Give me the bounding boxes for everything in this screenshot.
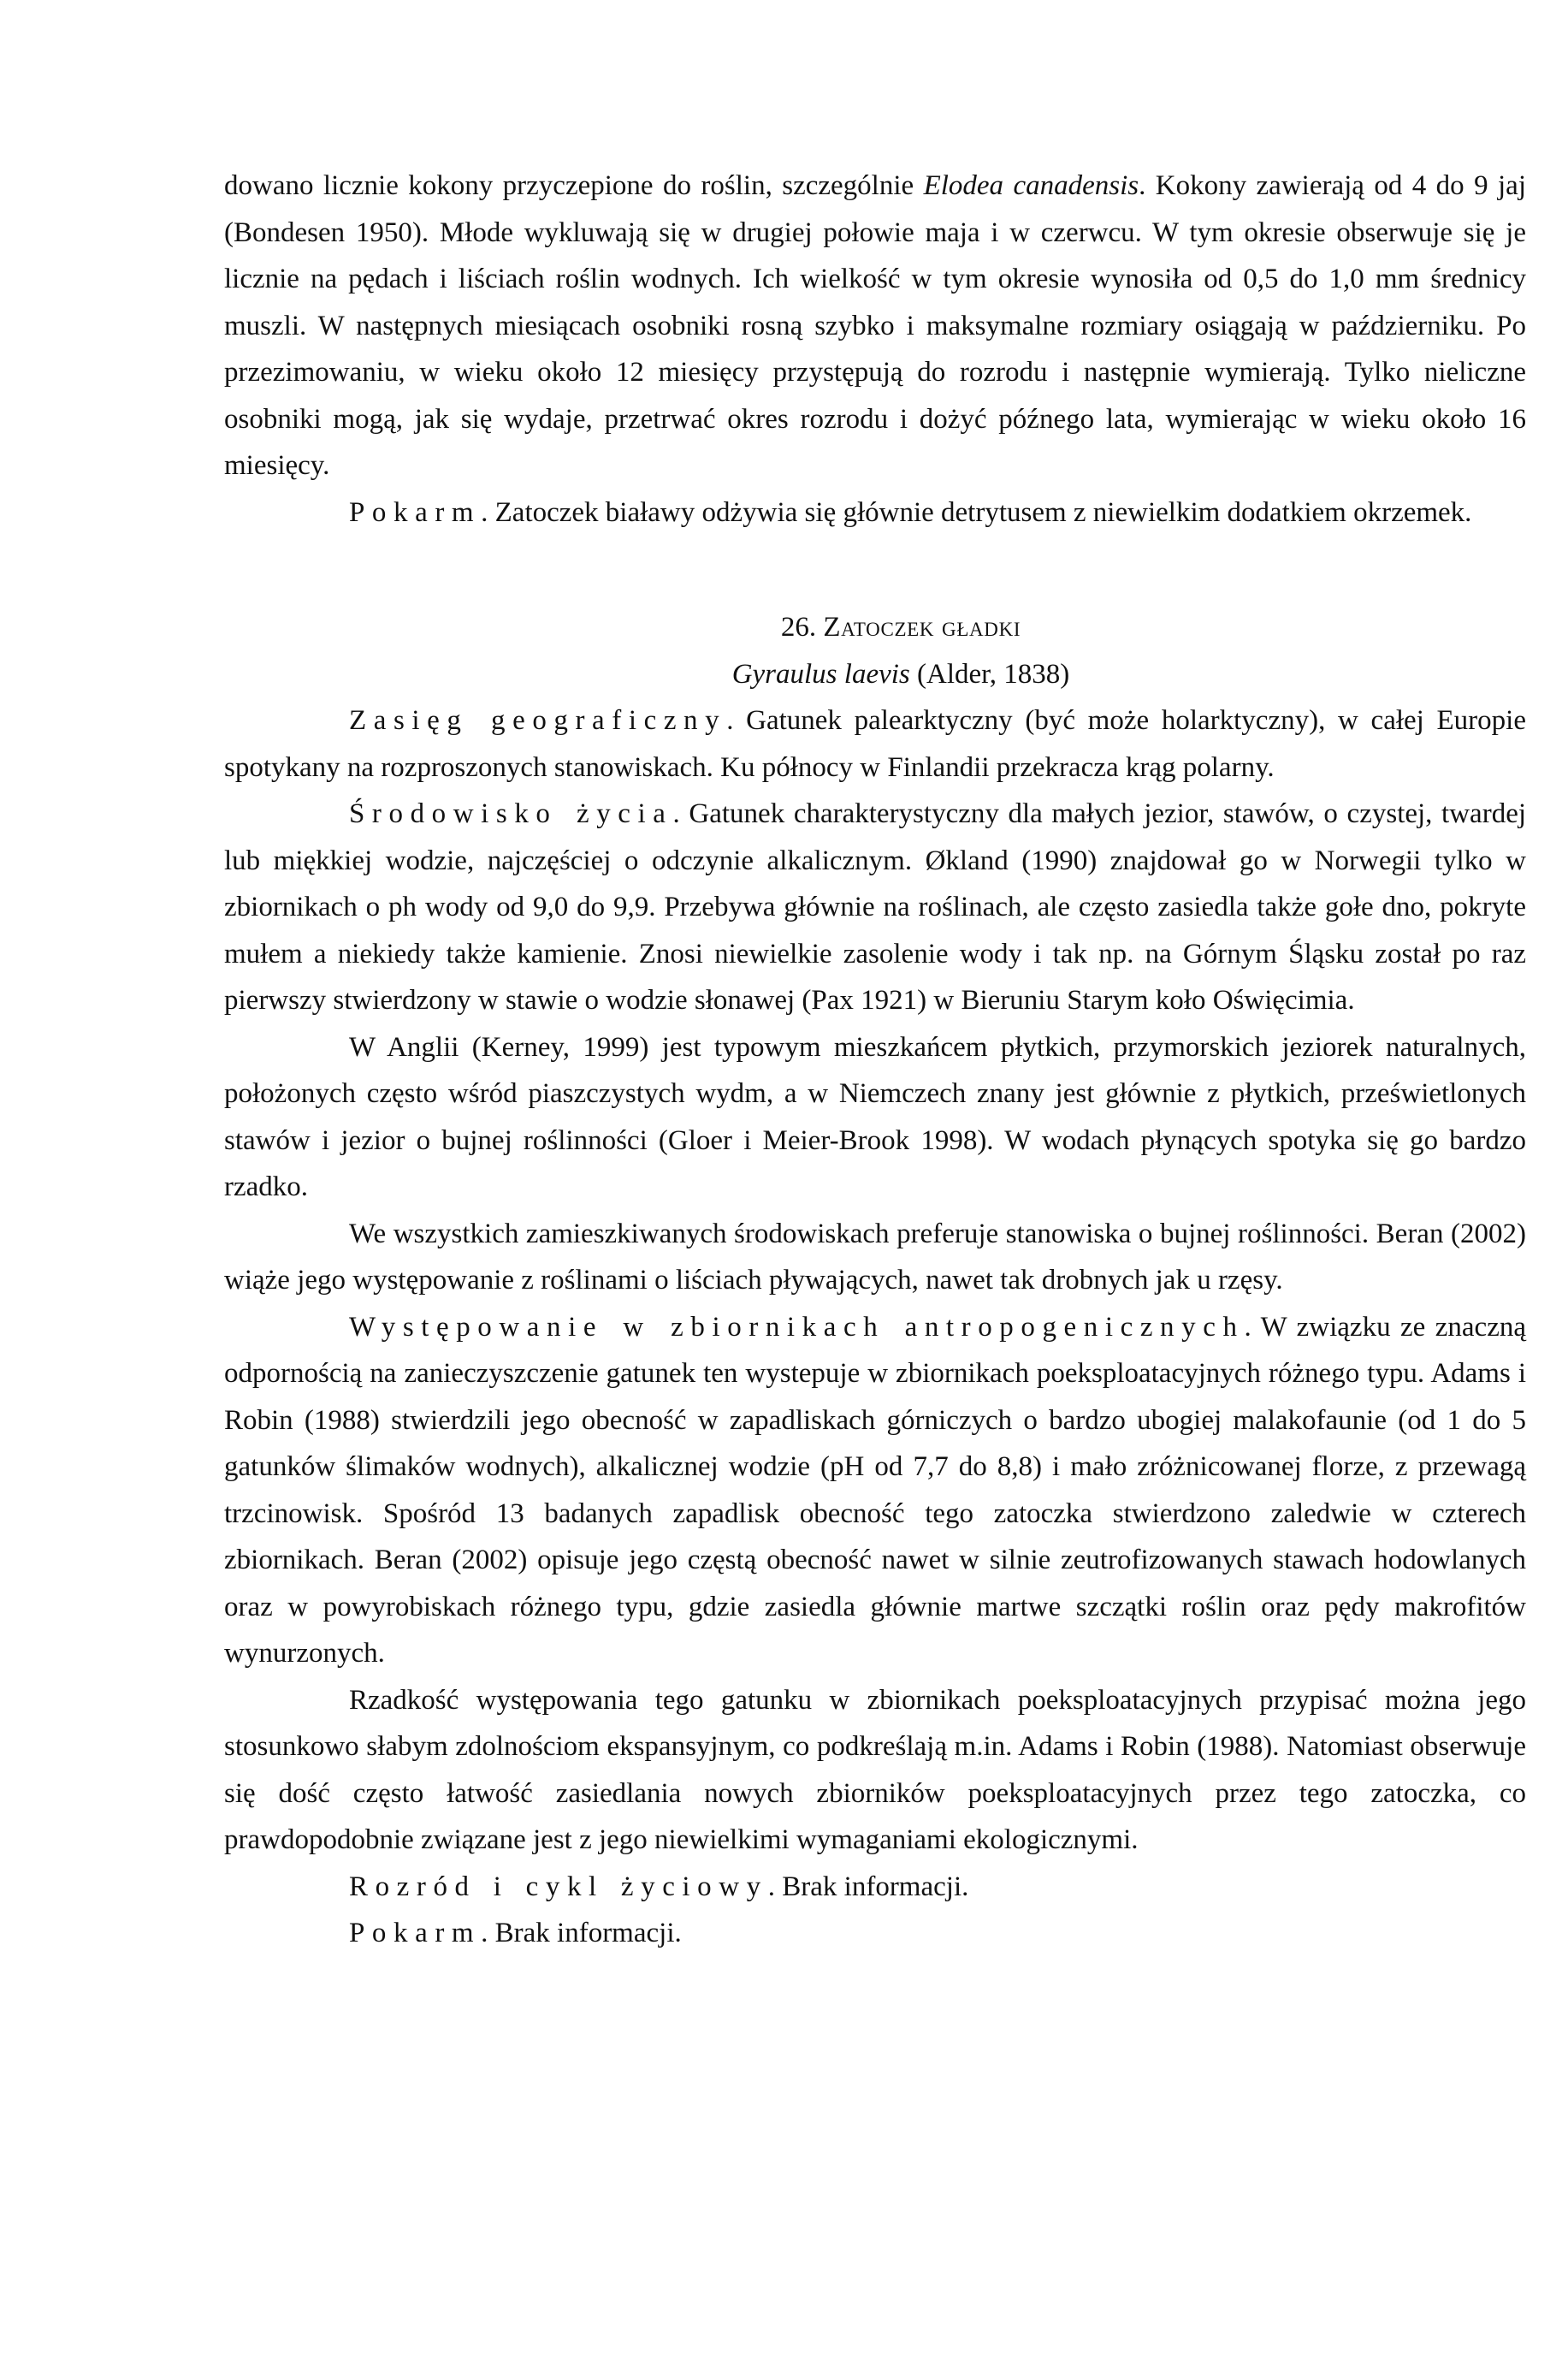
section-label-reproduction: Rozród i cykl życiowy bbox=[349, 1871, 768, 1902]
paragraph-text: . Brak informacji. bbox=[767, 1871, 969, 1902]
section-label-range: Zasięg geograficzny bbox=[349, 705, 727, 736]
species-author: (Alder, 1838) bbox=[909, 658, 1070, 690]
paragraph-text: dowano licznie kokony przyczepione do roślin, szczególnie bbox=[224, 170, 924, 201]
paragraph-text: . Brak informacji. bbox=[481, 1918, 682, 1948]
species-latin-line bbox=[224, 651, 1526, 698]
section-label-anthropogenic: Występowanie w zbiornikach antropogenicznych bbox=[349, 1311, 1245, 1343]
species-latin-name: Gyraulus laevis bbox=[731, 658, 910, 690]
paragraph-anthropogenic-rarity: Rzadkość występowania tego gatunku w zbiornikach poeksploatacyjnych przypisać można jego stosunkowo słabym zdolnościom ekspansyjnym, co podkreślają m.in. Adams i Robin (1988). Natomiast obserwuje się dość często łatwość zasiedlania nowych zbiorników poeksploatacyjnych przez tego zatoczka, co prawdopodobnie związane jest z jego niewielkimi wymaganiami ekologicznymi. bbox=[224, 1684, 1526, 1855]
paragraph-habitat-preference: We wszystkich zamieszkiwanych środowiskach preferuje stanowiska o bujnej roślinności. Beran (2002) wiąże jego występowanie z roślinami o liściach pływających, nawet tak drobnych jak u rzęsy. bbox=[224, 1218, 1526, 1296]
paragraph-text: . Gatunek palearktyczny (być może holarktyczny), w całej Europie spotykany na rozproszonych stanowiskach. Ku północy w Finlandii przekracza krąg polarny. bbox=[224, 705, 1526, 783]
paragraph-previous-life-cycle bbox=[224, 163, 1526, 489]
species-heading bbox=[224, 604, 1526, 651]
paragraph-text: . W związku ze znaczną odpornością na zanieczyszczenie gatunek ten wystepuje w zbiornikach poeksploatacyjnych różnego typu. Adams i Robin (1988) stwierdzili jego obecność w zapadliskach górniczych o bardzo ubogiej malakofaunie (od 1 do 5 gatunków ślimaków wodnych), alkalicznej wodzie (pH od 7,7 do 8,8) i mało zróżnicowanej florze, z przewagą trzcinowisk. Spośród 13 badanych zapadlisk obecność tego zatoczka stwierdzono zaledwie w czterech zbiornikach. Beran (2002) opisuje jego częstą obecność nawet w silnie zeutrofizowanych stawach hodowlanych oraz w powyrobiskach różnego typu, gdzie zasiedla głównie martwe szczątki roślin oraz pędy makrofitów wynurzonych. bbox=[224, 1311, 1526, 1669]
section-label-food: Pokarm bbox=[349, 496, 482, 528]
section-number: 26. bbox=[780, 612, 817, 643]
paragraph-reproduction bbox=[224, 1864, 1526, 1911]
paragraph-text: . Kokony zawierają od 4 do 9 jaj (Bondesen 1950). Młode wykluwają się w drugiej połowie maja i w czerwcu. W tym okresie obserwuje się je licznie na pędach i liściach roślin wodnych. Ich wielkość w tym okresie wynosiła od 0,5 do 1,0 mm średnicy muszli. W następnych miesiącach osobniki rosną szybko i maksymalne rozmiary osiągają w październiku. Po przezimowaniu, w wieku około 12 miesięcy przystępują do rozrodu i następnie wymierają. Tylko nieliczne osobniki mogą, jak się wydaje, przetrwać okres rozrodu i dożyć późnego lata, wymierając w wieku około 16 miesięcy. bbox=[224, 170, 1526, 481]
paragraph-habitat bbox=[224, 791, 1526, 1024]
paragraph-range bbox=[224, 697, 1526, 791]
section-label-food: Pokarm bbox=[349, 1918, 482, 1948]
paragraph-text: . Zatoczek białawy odżywia się głównie detrytusem z niewielkim dodatkiem okrzemek. bbox=[481, 496, 1472, 528]
section-label-habitat: Środowisko życia bbox=[349, 798, 673, 829]
paragraph-previous-food bbox=[224, 489, 1526, 537]
page-text bbox=[224, 163, 1526, 1957]
paragraph-food bbox=[224, 1910, 1526, 1957]
paragraph-anthropogenic bbox=[224, 1304, 1526, 1677]
paragraph-habitat-england: W Anglii (Kerney, 1999) jest typowym mieszkańcem płytkich, przymorskich jeziorek naturalnych, położonych często wśród piaszczystych wydm, a w Niemczech znany jest głównie z płytkich, prześwietlonych stawów i jezior o bujnej roślinności (Gloer i Meier-Brook 1998). W wodach płynących spotyka się go bardzo rzadko. bbox=[224, 1031, 1526, 1202]
paragraph-text: . Gatunek charakterystyczny dla małych jezior, stawów, o czystej, twardej lub miękkiej wodzie, najczęściej o odczynie alkalicznym. Økland (1990) znajdował go w Norwegii tylko w zbiornikach o ph wody od 9,0 do 9,9. Przebywa głównie na roślinach, ale często zasiedla także gołe dno, pokryte mułem a niekiedy także kamienie. Znosi niewielkie zasolenie wody i tak np. na Górnym Śląsku został po raz pierwszy stwierdzony w stawie o wodzie słonawej (Pax 1921) w Bieruniu Starym koło Oświęcimia. bbox=[224, 798, 1527, 1016]
section-title: Zatoczek gładki bbox=[823, 612, 1021, 643]
species-name: Elodea canadensis bbox=[923, 170, 1139, 201]
